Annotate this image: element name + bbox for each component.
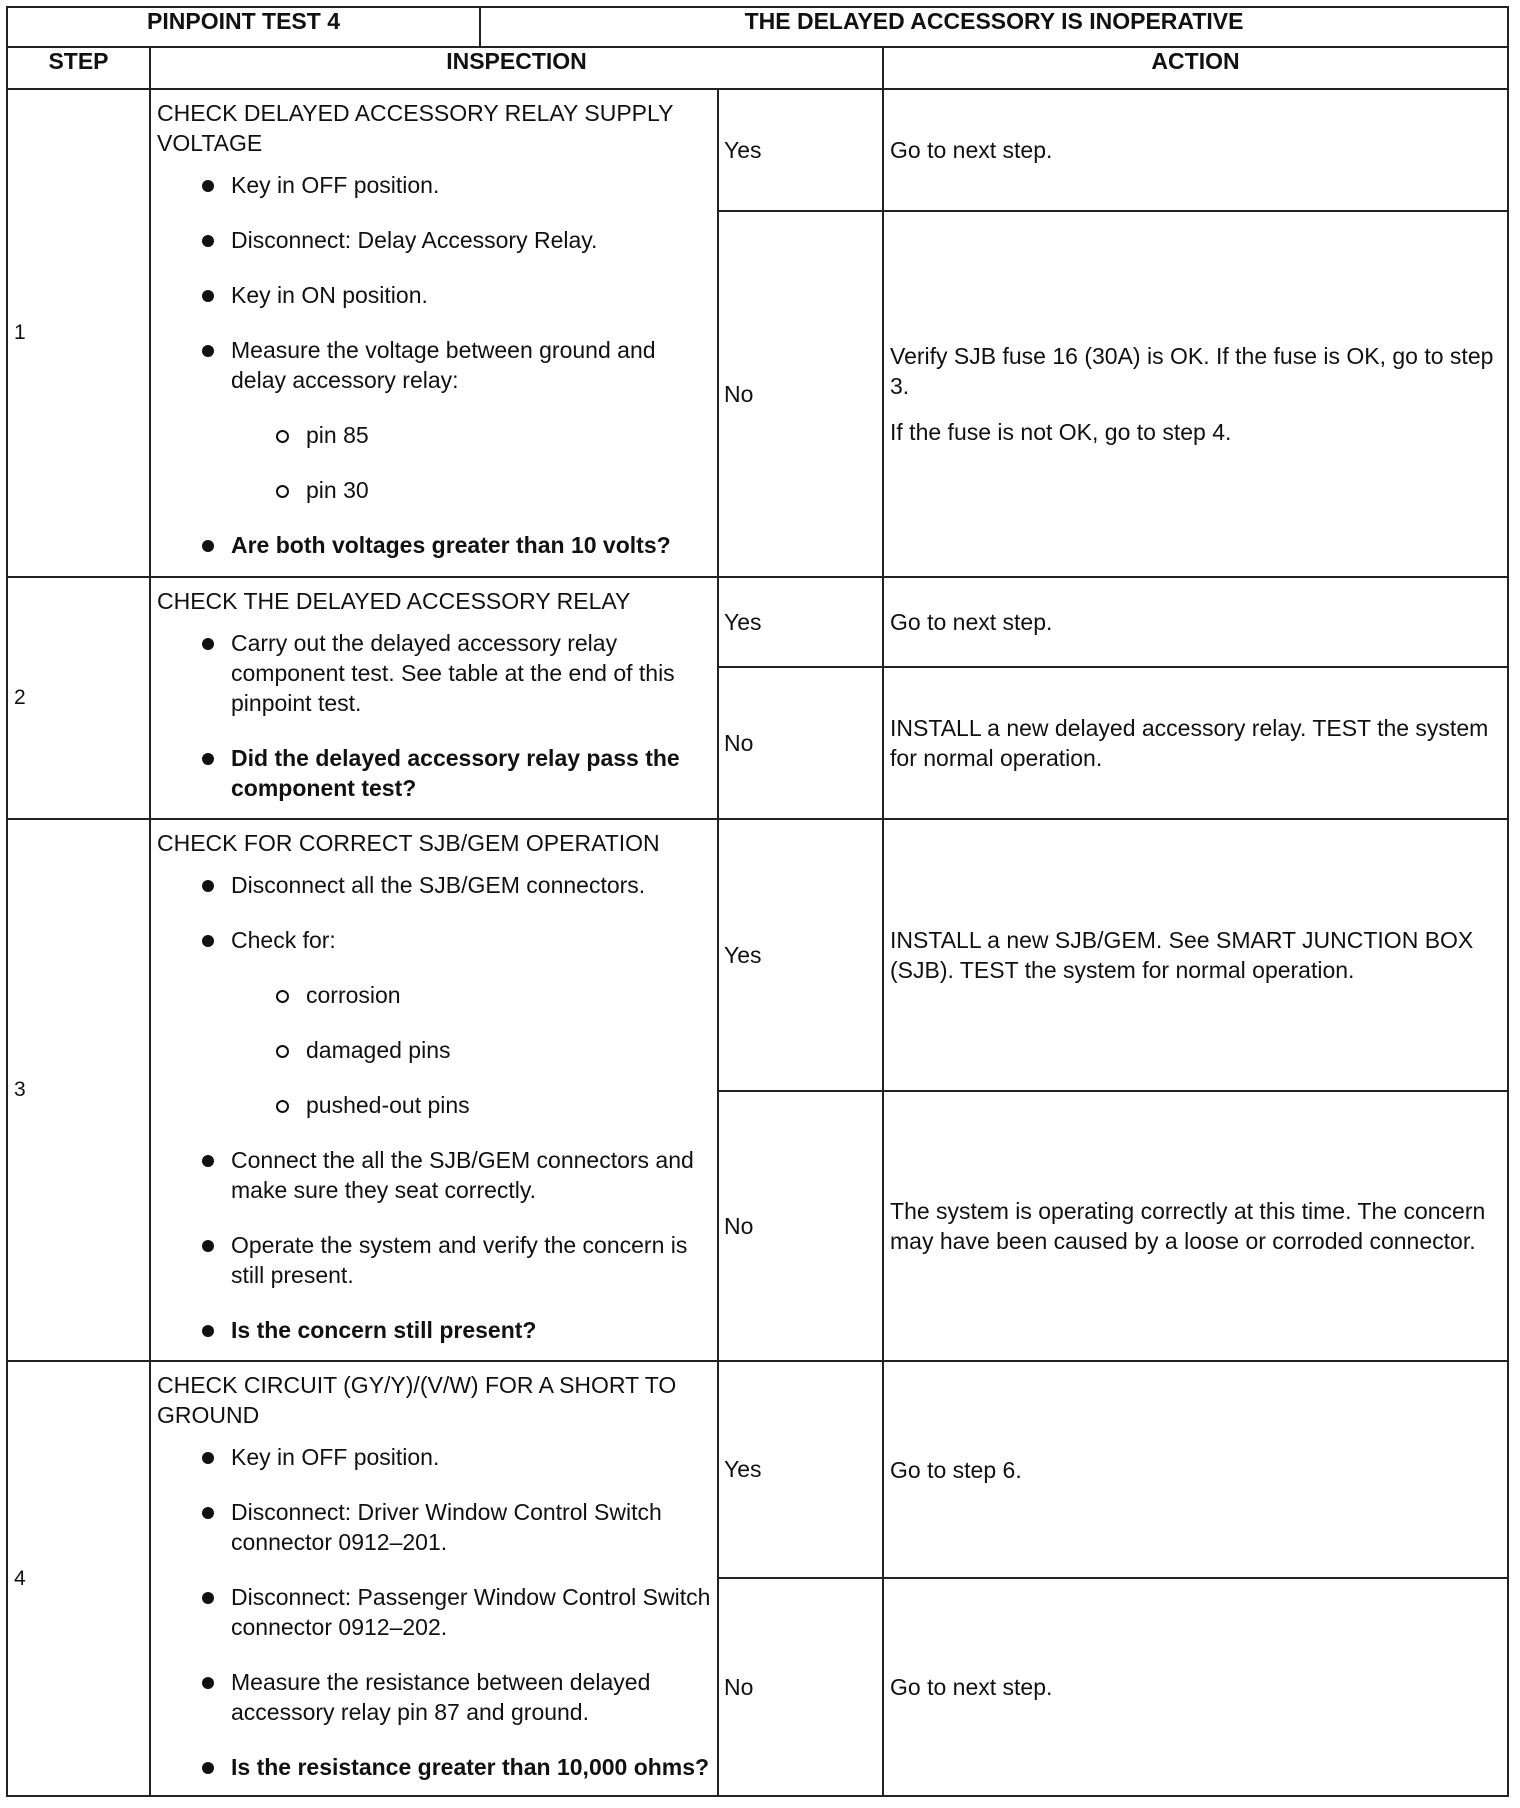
step-1-item: Disconnect: Delay Accessory Relay. xyxy=(199,225,711,255)
step-3-question: Is the concern still present? xyxy=(199,1315,711,1345)
step-1-subitem: pin 30 xyxy=(273,475,711,505)
step-4-no-action: Go to next step. xyxy=(883,1578,1508,1796)
title-row xyxy=(7,7,1508,47)
step-4-item: Disconnect: Passenger Window Control Switch connector 0912–202. xyxy=(199,1582,711,1642)
step-4-title: CHECK CIRCUIT (GY/Y)/(V/W) FOR A SHORT TO GROUND xyxy=(157,1372,677,1428)
step-1-item xyxy=(199,335,711,505)
step-4-item: Measure the resistance between delayed accessory relay pin 87 and ground. xyxy=(199,1667,711,1727)
step-4-no-label: No xyxy=(718,1578,883,1796)
step-1-item-text: Measure the voltage between ground and delay accessory relay: xyxy=(231,337,656,393)
step-1-item: Key in ON position. xyxy=(199,280,711,310)
step-2-inspection xyxy=(150,577,718,819)
step-1-no-action xyxy=(883,211,1508,577)
step-3-title: CHECK FOR CORRECT SJB/GEM OPERATION xyxy=(157,830,660,856)
step-3-no-label: No xyxy=(718,1091,883,1361)
step-2-no-action: INSTALL a new delayed accessory relay. TEST the system for normal operation. xyxy=(883,667,1508,819)
col-header-action: ACTION xyxy=(883,47,1508,89)
step-4-inspection xyxy=(150,1361,718,1796)
col-header-inspection: INSPECTION xyxy=(150,47,883,89)
step-1-number: 1 xyxy=(7,89,150,577)
step-3-number: 3 xyxy=(7,819,150,1361)
step-3-yes-label: Yes xyxy=(718,819,883,1091)
step-2-yes-row xyxy=(7,577,1508,667)
step-2-item: Carry out the delayed accessory relay component test. See table at the end of this pinpoint test. xyxy=(199,628,711,718)
step-4-item: Disconnect: Driver Window Control Switch connector 0912–201. xyxy=(199,1497,711,1557)
step-1-no-action-text: Verify SJB fuse 16 (30A) is OK. If the fuse is OK, go to step 3. xyxy=(890,343,1494,399)
step-1-title: CHECK DELAYED ACCESSORY RELAY SUPPLY VOLTAGE xyxy=(157,100,674,156)
step-1-inspection xyxy=(150,89,718,577)
step-2-number: 2 xyxy=(7,577,150,819)
step-2-question: Did the delayed accessory relay pass the component test? xyxy=(199,743,711,803)
step-3-item: Operate the system and verify the concern is still present. xyxy=(199,1230,711,1290)
step-2-no-label: No xyxy=(718,667,883,819)
step-4-question: Is the resistance greater than 10,000 ohms? xyxy=(199,1752,711,1782)
step-4-yes-action: Go to step 6. xyxy=(883,1361,1508,1578)
step-1-yes-label: Yes xyxy=(718,89,883,211)
step-3-no-action: The system is operating correctly at this time. The concern may have been caused by a loose or corroded connector. xyxy=(883,1091,1508,1361)
step-3-item: Disconnect all the SJB/GEM connectors. xyxy=(199,870,711,900)
step-4-number: 4 xyxy=(7,1361,150,1796)
step-2-title: CHECK THE DELAYED ACCESSORY RELAY xyxy=(157,588,631,614)
step-1-subitem: pin 85 xyxy=(273,420,711,450)
step-3-yes-action: INSTALL a new SJB/GEM. See SMART JUNCTION BOX (SJB). TEST the system for normal operation. xyxy=(883,819,1508,1091)
step-1-no-action-text-2: If the fuse is not OK, go to step 4. xyxy=(890,419,1232,445)
step-1-question: Are both voltages greater than 10 volts? xyxy=(199,530,711,560)
step-2-yes-label: Yes xyxy=(718,577,883,667)
step-3-subitem: damaged pins xyxy=(273,1035,711,1065)
step-3-item xyxy=(199,925,711,1120)
step-1-yes-action: Go to next step. xyxy=(883,89,1508,211)
step-3-subitem: corrosion xyxy=(273,980,711,1010)
test-label: PINPOINT TEST 4 xyxy=(7,7,480,47)
step-4-yes-label: Yes xyxy=(718,1361,883,1578)
step-1-yes-row xyxy=(7,89,1508,211)
step-2-yes-action: Go to next step. xyxy=(883,577,1508,667)
column-header-row xyxy=(7,47,1508,89)
step-3-inspection xyxy=(150,819,718,1361)
test-title: THE DELAYED ACCESSORY IS INOPERATIVE xyxy=(480,7,1508,47)
pinpoint-test-table xyxy=(6,6,1509,1797)
step-3-yes-row xyxy=(7,819,1508,1091)
step-1-no-label: No xyxy=(718,211,883,577)
step-3-item-text: Check for: xyxy=(231,927,336,953)
col-header-step: STEP xyxy=(7,47,150,89)
step-4-yes-row xyxy=(7,1361,1508,1578)
step-3-subitem: pushed-out pins xyxy=(273,1090,711,1120)
step-1-item: Key in OFF position. xyxy=(199,170,711,200)
step-4-item: Key in OFF position. xyxy=(199,1442,711,1472)
step-3-item: Connect the all the SJB/GEM connectors and make sure they seat correctly. xyxy=(199,1145,711,1205)
